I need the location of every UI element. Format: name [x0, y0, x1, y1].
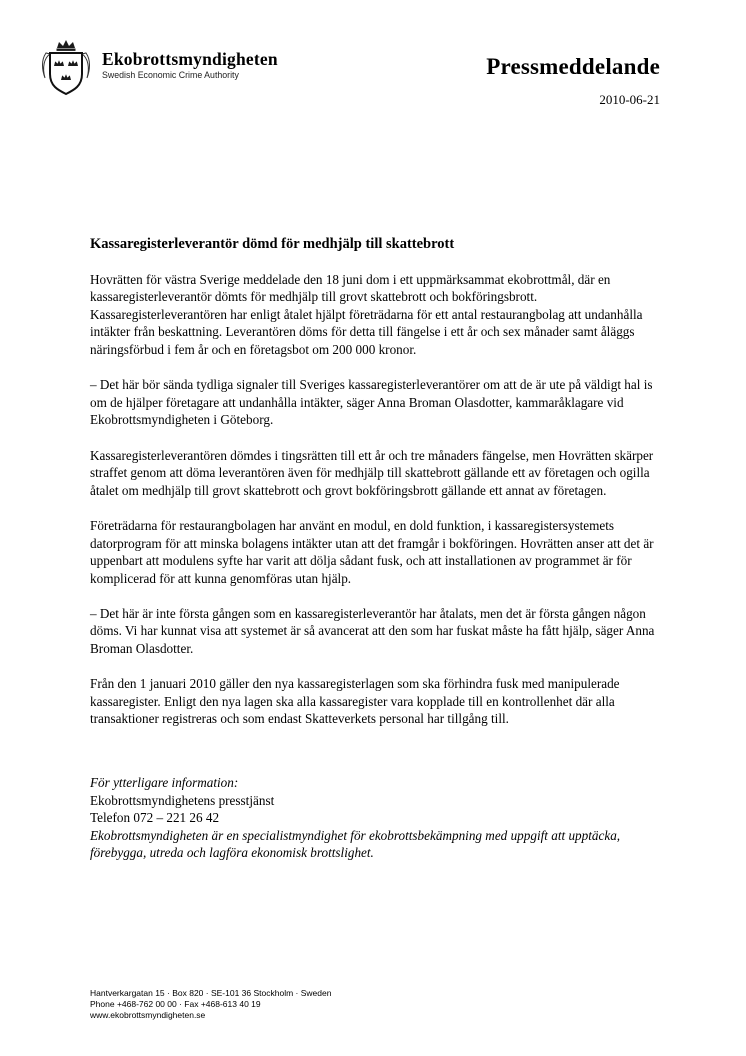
- article-paragraph: Hovrätten för västra Sverige meddelade den 18 juni dom i ett uppmärksammat ekobrottmål, där en kassaregisterleverantör dömts för medhjälp till grovt skattebrott och bokföringsbrott. Kassaregisterleverantören har enligt åtalet hjälpt företrädarna för ett antal restaurangbolag att undanhålla intäkter från beskattning. Leverantören döms för detta till fängelse i ett år och sex månader samt åläggs näringsförbud i fem år och en företagsbot om 200 000 kronor.: [90, 271, 643, 357]
- contact-block: [90, 774, 662, 827]
- org-subtitle: Swedish Economic Crime Authority: [102, 70, 239, 80]
- coat-of-arms-icon: [38, 38, 94, 98]
- article-paragraph: Kassaregisterleverantören dömdes i tingsrätten till ett år och tre månaders fängelse, men Hovrätten skärper straffet genom att döma leverantören även för medhjälp till skattebrott gällande ett av företagen och ogilla åtalet om medhjälp till grovt skattebrott och grovt bokföringsbrott gällande ett annat av företagen.: [90, 447, 654, 498]
- contact-press-office: Ekobrottsmyndighetens presstjänst: [90, 792, 275, 808]
- footer-website: www.ekobrottsmyndigheten.se: [90, 1010, 206, 1020]
- org-logo-block: [38, 38, 278, 98]
- article-body: [90, 236, 662, 880]
- org-boilerplate: Ekobrottsmyndigheten är en specialistmyndighet för ekobrottsbekämpning med uppgift att upptäcka, förebygga, utreda och lagföra ekonomisk brottslighet.: [90, 827, 621, 861]
- org-name: Ekobrottsmyndigheten: [102, 49, 278, 69]
- article-paragraph-quote: – Det här bör sända tydliga signaler till Sveriges kassaregisterleverantörer om att de är ute på väldigt hal is om de hjälper företagare att undanhålla intäkter, säger Anna Broman Olasdotter, kammaråklagare vid Ekobrottsmyndigheten i Göteborg.: [90, 377, 653, 428]
- footer-address: Hantverkargatan 15 · Box 820 · SE-101 36 Stockholm · Sweden: [90, 988, 332, 998]
- article-title: Kassaregisterleverantör dömd för medhjälp till skattebrott: [90, 236, 455, 252]
- contact-intro: För ytterligare information:: [90, 775, 239, 791]
- contact-phone: Telefon 072 – 221 26 42: [90, 810, 220, 826]
- footer-phone-fax: Phone +468-762 00 00 · Fax +468-613 40 19: [90, 999, 261, 1009]
- article-paragraph: Företrädarna för restaurangbolagen har använt en modul, en dold funktion, i kassaregistersystemets datorprogram för att minska bolagens intäkter utan att det framgår i bokföringen. Hovrätten anser att det är uppenbart att modulens syfte har varit att dölja sådant fusk, och att installationen av programmet är för komplicerad för att kunna genomföras utan hjälp.: [90, 517, 654, 586]
- document-date: 2010-06-21: [599, 92, 660, 107]
- article-paragraph: Från den 1 januari 2010 gäller den nya kassaregisterlagen som ska förhindra fusk med manipulerade kassaregister. Enligt den nya lagen ska alla kassaregister vara kopplade till en kontrollenhet där alla transaktioner registreras och som endast Skatteverkets personal har tillgång till.: [90, 676, 620, 727]
- article-paragraph-quote: – Det här är inte första gången som en kassaregisterleverantör har åtalats, men det är första gången någon döms. Vi har kunnat visa att systemet är så avancerat att den som har fuskat måste ha fått hjälp, säger Anna Broman Olasdotter.: [90, 605, 655, 657]
- document-type-heading: Pressmeddelande: [486, 54, 660, 79]
- page-footer: [90, 988, 331, 1021]
- org-text: [102, 50, 278, 81]
